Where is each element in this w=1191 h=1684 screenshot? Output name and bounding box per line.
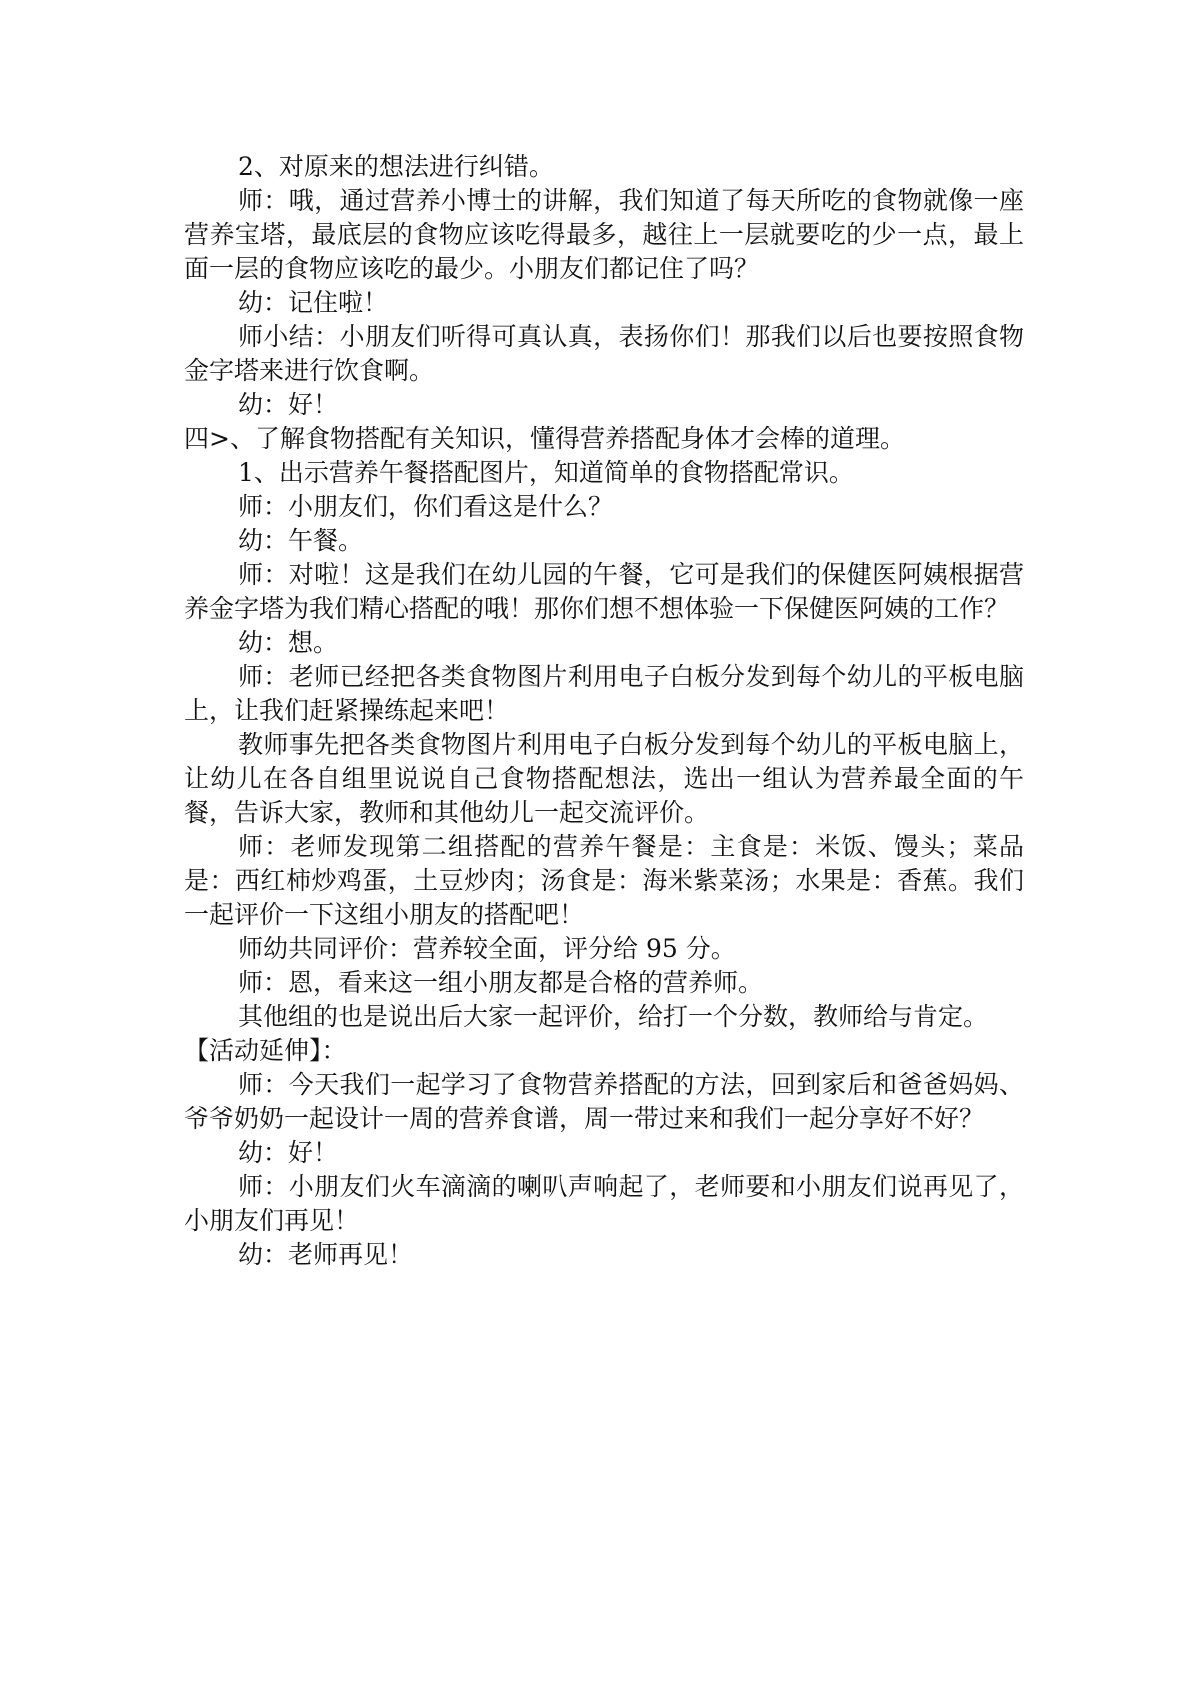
paragraph: 师：恩，看来这一组小朋友都是合格的营养师。 — [238, 968, 764, 997]
paragraph: 幼：老师再见！ — [238, 1240, 414, 1269]
paragraph: 幼：好！ — [238, 1138, 339, 1167]
section-heading: 【活动延伸】： — [184, 1036, 347, 1065]
paragraph: 师小结：小朋友们听得可真认真，表扬你们！那我们以后也要按照食物金字塔来进行饮食啊。 — [184, 322, 1024, 385]
paragraph: 师：老师已经把各类食物图片利用电子白板分发到每个幼儿的平板电脑上，让我们赶紧操练起来吧！ — [184, 662, 1024, 725]
paragraph: 教师事先把各类食物图片利用电子白板分发到每个幼儿的平板电脑上，让幼儿在各自组里说说自己食物搭配想法，选出一组认为营养最全面的午餐，告诉大家，教师和其他幼儿一起交流评价。 — [184, 730, 1024, 827]
document-body — [184, 150, 1024, 1272]
paragraph: 师：小朋友们，你们看这是什么？ — [238, 492, 614, 521]
paragraph: 师幼共同评价：营养较全面，评分给 95 分。 — [238, 934, 736, 963]
paragraph: 师：今天我们一起学习了食物营养搭配的方法，回到家后和爸爸妈妈、爷爷奶奶一起设计一周的营养食谱，周一带过来和我们一起分享好不好？ — [184, 1070, 1024, 1133]
paragraph: 幼：记住啦！ — [238, 288, 389, 317]
paragraph: 幼：午餐。 — [238, 526, 364, 555]
section-heading: 四>、了解食物搭配有关知识，懂得营养搭配身体才会棒的道理。 — [184, 424, 905, 453]
paragraph: 师：对啦！这是我们在幼儿园的午餐，它可是我们的保健医阿姨根据营养金字塔为我们精心搭配的哦！那你们想不想体验一下保健医阿姨的工作？ — [184, 560, 1024, 623]
paragraph: 师：哦，通过营养小博士的讲解，我们知道了每天所吃的食物就像一座营养宝塔，最底层的食物应该吃得最多，越往上一层就要吃的少一点，最上面一层的食物应该吃的最少。小朋友们都记住了吗？ — [184, 186, 1024, 283]
paragraph: 幼：好！ — [238, 390, 339, 419]
paragraph: 2、对原来的想法进行纠错。 — [238, 152, 554, 181]
paragraph: 师：老师发现第二组搭配的营养午餐是：主食是：米饭、馒头；菜品是：西红柿炒鸡蛋，土豆炒肉；汤食是：海米紫菜汤；水果是：香蕉。我们一起评价一下这组小朋友的搭配吧！ — [184, 832, 1024, 929]
paragraph: 幼：想。 — [238, 628, 339, 657]
paragraph: 1、出示营养午餐搭配图片，知道简单的食物搭配常识。 — [238, 458, 854, 487]
paragraph: 师：小朋友们火车滴滴的喇叭声响起了，老师要和小朋友们说再见了，小朋友们再见！ — [184, 1172, 1024, 1235]
paragraph: 其他组的也是说出后大家一起评价，给打一个分数，教师给与肯定。 — [238, 1002, 989, 1031]
